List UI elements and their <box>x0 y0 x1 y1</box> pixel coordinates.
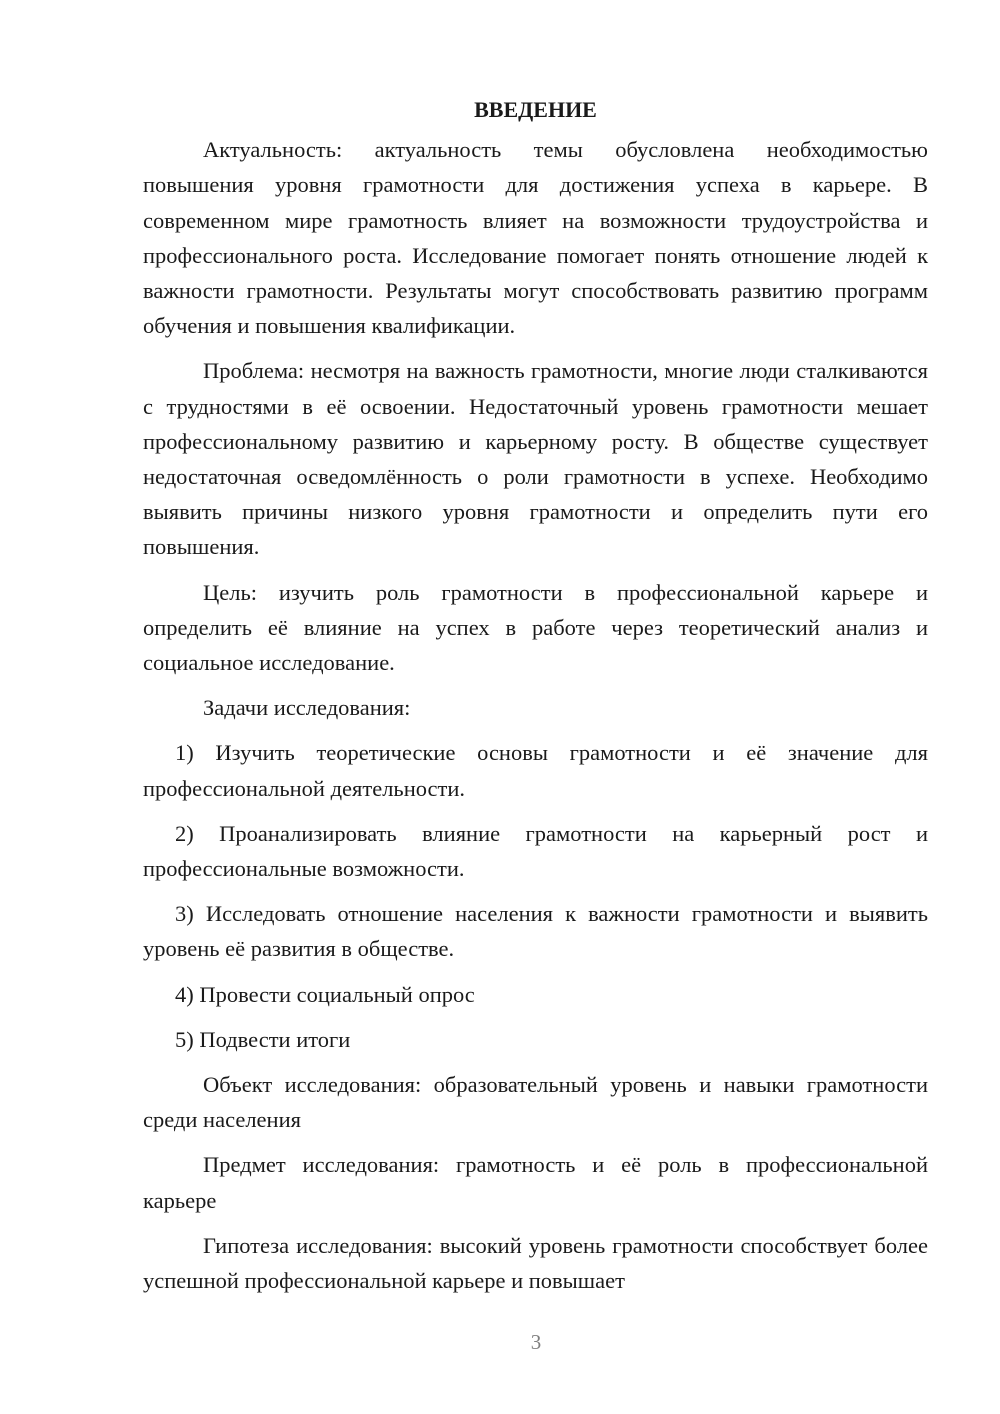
paragraph-problem: Проблема: несмотря на важность грамотности, многие люди сталкиваются с трудностями в её освоении. Недостаточный уровень грамотности мешает профессиональному развитию и карьерному росту. В обществе существует недостаточная осведомлённость о роли грамотности в успехе. Необходимо выявить причины низкого уровня грамотности и определить пути его повышения. <box>143 358 928 560</box>
tasks-heading: Задачи исследования: <box>203 695 411 721</box>
task-item-5: 5) Подвести итоги <box>175 1026 351 1052</box>
paragraph-goal: Цель: изучить роль грамотности в профессиональной карьере и определить её влияние на успех в работе через теоретический анализ и социальное исследование. <box>143 579 928 676</box>
paragraph-object: Объект исследования: образовательный уровень и навыки грамотности среди населения <box>143 1072 928 1133</box>
paragraph-hypothesis: Гипотеза исследования: высокий уровень грамотности способствует более успешной профессиональной карьере и повышает <box>143 1232 928 1294</box>
task-item-2: 2) Проанализировать влияние грамотности на карьерный рост и профессиональные возможности. <box>143 820 928 882</box>
document-title: ВВЕДЕНИЕ <box>474 97 597 122</box>
document-page <box>143 92 928 1308</box>
page-number: 3 <box>530 1330 542 1354</box>
paragraph-relevance: Актуальность: актуальность темы обусловлена необходимостью повышения уровня грамотности для достижения успеха в карьере. В современном мире грамотность влияет на возможности трудоустройства и профессионального роста. Исследование помогает понять отношение людей к важности грамотности. Результаты могут способствовать развитию программ обучения и повышения квалификации. <box>143 137 928 339</box>
task-item-4: 4) Провести социальный опрос <box>175 981 475 1007</box>
task-item-3: 3) Исследовать отношение населения к важности грамотности и выявить уровень её развития в обществе. <box>143 901 928 962</box>
task-item-1: 1) Изучить теоретические основы грамотности и её значение для профессиональной деятельности. <box>143 740 928 801</box>
paragraph-subject: Предмет исследования: грамотность и её роль в профессиональной карьере <box>143 1152 928 1213</box>
